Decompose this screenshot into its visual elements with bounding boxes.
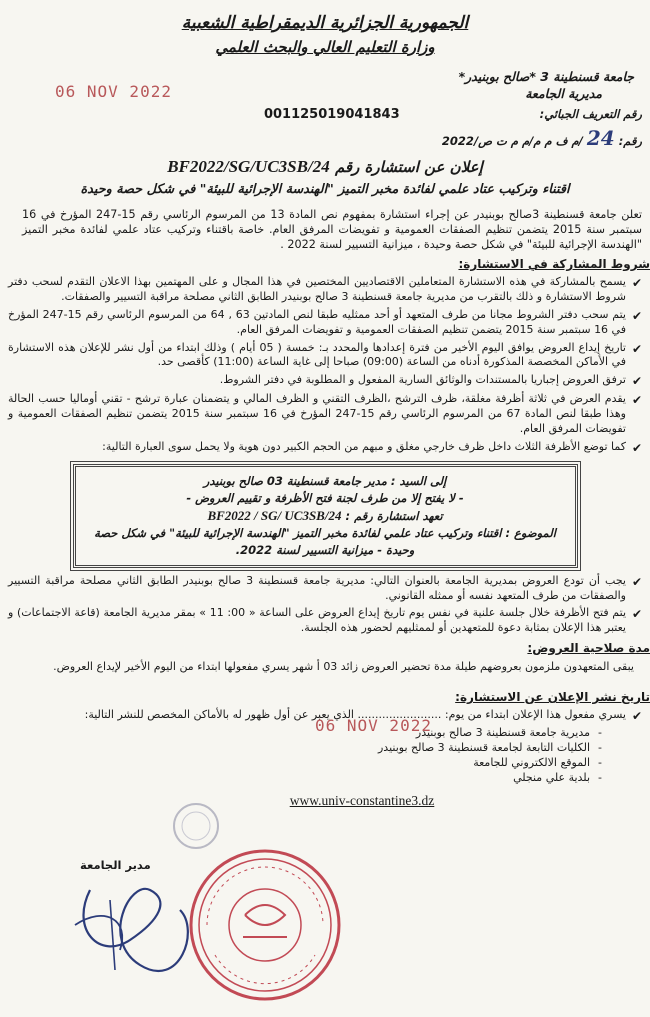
checkmark-icon: ✔ (631, 308, 642, 323)
university-seal-icon (185, 845, 345, 1005)
list-item: ✔ يقدم العرض في ثلاثة أظرفة مغلقة، ظرف الترشح ،الظرف التقني و الظرف المالي و يتضمنان عبارة ترشح - تقني أوماليا حسب الحالة وهذا طبقا لنص المادة 67 من المرسوم الرئاسي رقم 15-247 المؤرخ في 16 سبتمبر سنة 2015 يتضمن تنظيم الصفقات العمومية و تفويضات المرفق العام. (8, 392, 642, 436)
list-item: ✔ يتم سحب دفتر الشروط مجانا من طرف المتعهد أو أحد ممثليه طبقا لنص المادتين 63 , 64 من المرسوم الرئاسي رقم 15-247 المؤرخ في 16 سبتمبر سنة 2015 يتضمن تنظيم الصفقات العمومية و تفويضات المرفق العام. (8, 307, 642, 336)
section-validity-title: مدة صلاحية العروض: (527, 641, 650, 656)
envelope-notice: - لا يفتح إلا من طرف لجنة فتح الأظرفة و تقييم العروض - (186, 490, 464, 505)
checkmark-icon: ✔ (631, 341, 642, 356)
envelope-tender-line: تعهد استشارة رقم : BF2022 / SG/ UC3SB/24 (207, 507, 443, 523)
submission-list (8, 574, 642, 636)
checkmark-icon: ✔ (631, 574, 642, 589)
participation-list (8, 275, 642, 456)
list-item: ✔ تاريخ إيداع العروض يوافق اليوم الأخير من فترة إعدادها والمحدد بـ: خمسة ( 05 أيام ) وذلك ابتداء من أول نشر للإعلان هذه الاستشارة في الأماكن المخصصة المذكورة أدناه من الساعة (09:00) صباحا إلى غاية الساعة (11:00) كأقصى حد. (8, 340, 642, 369)
section-participation-title: شروط المشاركة في الاستشارة: (458, 257, 650, 272)
validity-paragraph: يبقى المتعهدون ملزمون بعروضهم طيلة مدة تحضير العروض زائد 03 أ شهر يسري مفعولها ابتداء من اليوم الأخير لإيداع العروض. (53, 660, 634, 674)
checkmark-icon: ✔ (631, 607, 642, 622)
list-item: ✔ ترفق العروض إجباريا بالمستندات والوثائق السارية المفعول و المطلوبة في دفتر الشروط. (219, 373, 642, 389)
checkmark-icon: ✔ (631, 393, 642, 408)
reference-row (8, 125, 642, 152)
announcement-title (8, 156, 642, 179)
announcement-subject: اقتناء وتركيب عتاد علمي لفائدة مخبر التميز "الهندسة الإجرائية للبيئة" في شكل حصة وحيدة (80, 182, 570, 198)
nif-label: رقم التعريف الجبائي: (539, 106, 642, 121)
reference-code: /م ف م م/م م ت ص/2022 (441, 134, 583, 149)
envelope-subject: الموضوع : اقتناء وتركيب عتاد علمي لفائدة مخبر التميز "الهندسة الإجرائية للبيئة" في شكل حصة وحيدة - ميزانية التسيير لسنة 2022. (94, 526, 556, 558)
envelope-label-box (73, 464, 578, 568)
nif-row (8, 106, 642, 124)
section-publication-title: تاريخ نشر الإعلان عن الاستشارة: (455, 690, 650, 705)
checkmark-icon: ✔ (631, 709, 642, 724)
republic-heading: الجمهورية الجزائرية الديمقراطية الشعبية (181, 13, 469, 33)
date-stamp-publication: 06 NOV 2022 (315, 716, 432, 735)
list-item: ✔ كما توضع الأظرفة الثلاث داخل ظرف خارجي مغلق و مبهم من الحجم الكبير دون هوية ولا يحمل سوى العبارة التالية: (102, 439, 642, 455)
list-item: - الموقع الالكتروني للجامعة (473, 756, 602, 770)
publication-intro: ✔ يسري مفعول هذا الإعلان ابتداء من يوم: ........................ الذي يعبر عن أول ظهور له بالأماكن المخصص للنشر التالية: (84, 708, 642, 724)
university-website-link[interactable]: www.univ-constantine3.dz (289, 792, 435, 808)
list-item: ✔ يتم فتح الأظرفة خلال جلسة علنية في نفس يوم تاريخ إيداع العروض على الساعة « 00: 11 » بمقر مديرية الجامعة (قاعة الاجتماعات) و يعتبر هذا الإعلان بمثابة دعوة للمتعهدين أو لممثليهم لحضور هذه الجلسة. (8, 606, 642, 635)
title-prefix: إعلان عن استشارة رقم (334, 158, 483, 177)
list-item: ✔ يسمح بالمشاركة في هذه الاستشارة المتعاملين الاقتصاديين المختصين في هذا المجال و على المهتمين بهذا الاعلان التقدم لسحب دفتر شروط الاستشارة و ذلك بالتقرب من مديرية جامعة قسنطينة 3 صالح بوبنيدر الطابق الثاني مصلحة مراقبة التسيير والصفقات. (8, 275, 642, 304)
consultation-code: BF2022/SG/UC3SB/24 (167, 157, 330, 177)
list-item: - الكليات التابعة لجامعة قسنطينة 3 صالح بوبنيدر (378, 741, 602, 755)
envelope-addressee: إلى السيد : مدير جامعة قسنطينة 03 صالح بوبنيدر (203, 474, 447, 489)
list-item: ✔ يجب أن تودع العروض بمديرية الجامعة بالعنوان التالي: مديرية جامعة قسنطينة 3 صالح بوبنيدر الطابق الثاني مصلحة مراقبة التسيير والصفقات من طرف المتعهد نفسه أو ممثله القانوني. (8, 573, 642, 602)
publication-places (8, 726, 642, 785)
checkmark-icon: ✔ (631, 440, 642, 455)
university-name: جامعة قسنطينة 3 *صالح بوبنيدر* (458, 69, 634, 85)
directorate-name: مديرية الجامعة (525, 86, 602, 102)
ministry-heading: وزارة التعليم العالي والبحث العلمي (215, 37, 435, 56)
reference-label: رقم: (618, 134, 642, 149)
date-stamp: 06 NOV 2022 (55, 82, 172, 101)
list-item: - بلدية علي منجلي (513, 771, 602, 785)
signatory-title: مدير الجامعة (80, 858, 151, 872)
nif-value: 001125019041843 (263, 106, 400, 122)
checkmark-icon: ✔ (631, 374, 642, 389)
envelope-code: BF2022 / SG/ UC3SB/24 (207, 507, 342, 523)
intro-paragraph: تعلن جامعة قسنطينة 3صالح بوبنيدر عن إجراء استشارة بمفهوم نص المادة 13 من المرسوم الرئاسي رقم 15-247 المؤرخ في 16 سبتمبر سنة 2015 يتضمن تنظيم الصفقات العمومية و تفويضات المرفق العام. خاصة باقتناء وتركيب عتاد علمي لفائدة مخبر التميز "الهندسة الإجرائية للبيئة" في شكل حصة وحيدة ، ميزانية التسيير لسنة 2022 . (22, 207, 642, 251)
reference-handwritten-number: 24 (586, 126, 615, 151)
list-item: - مديرية جامعة قسنطينة 3 صالح بوبنيدر (415, 726, 602, 740)
checkmark-icon: ✔ (631, 276, 642, 291)
